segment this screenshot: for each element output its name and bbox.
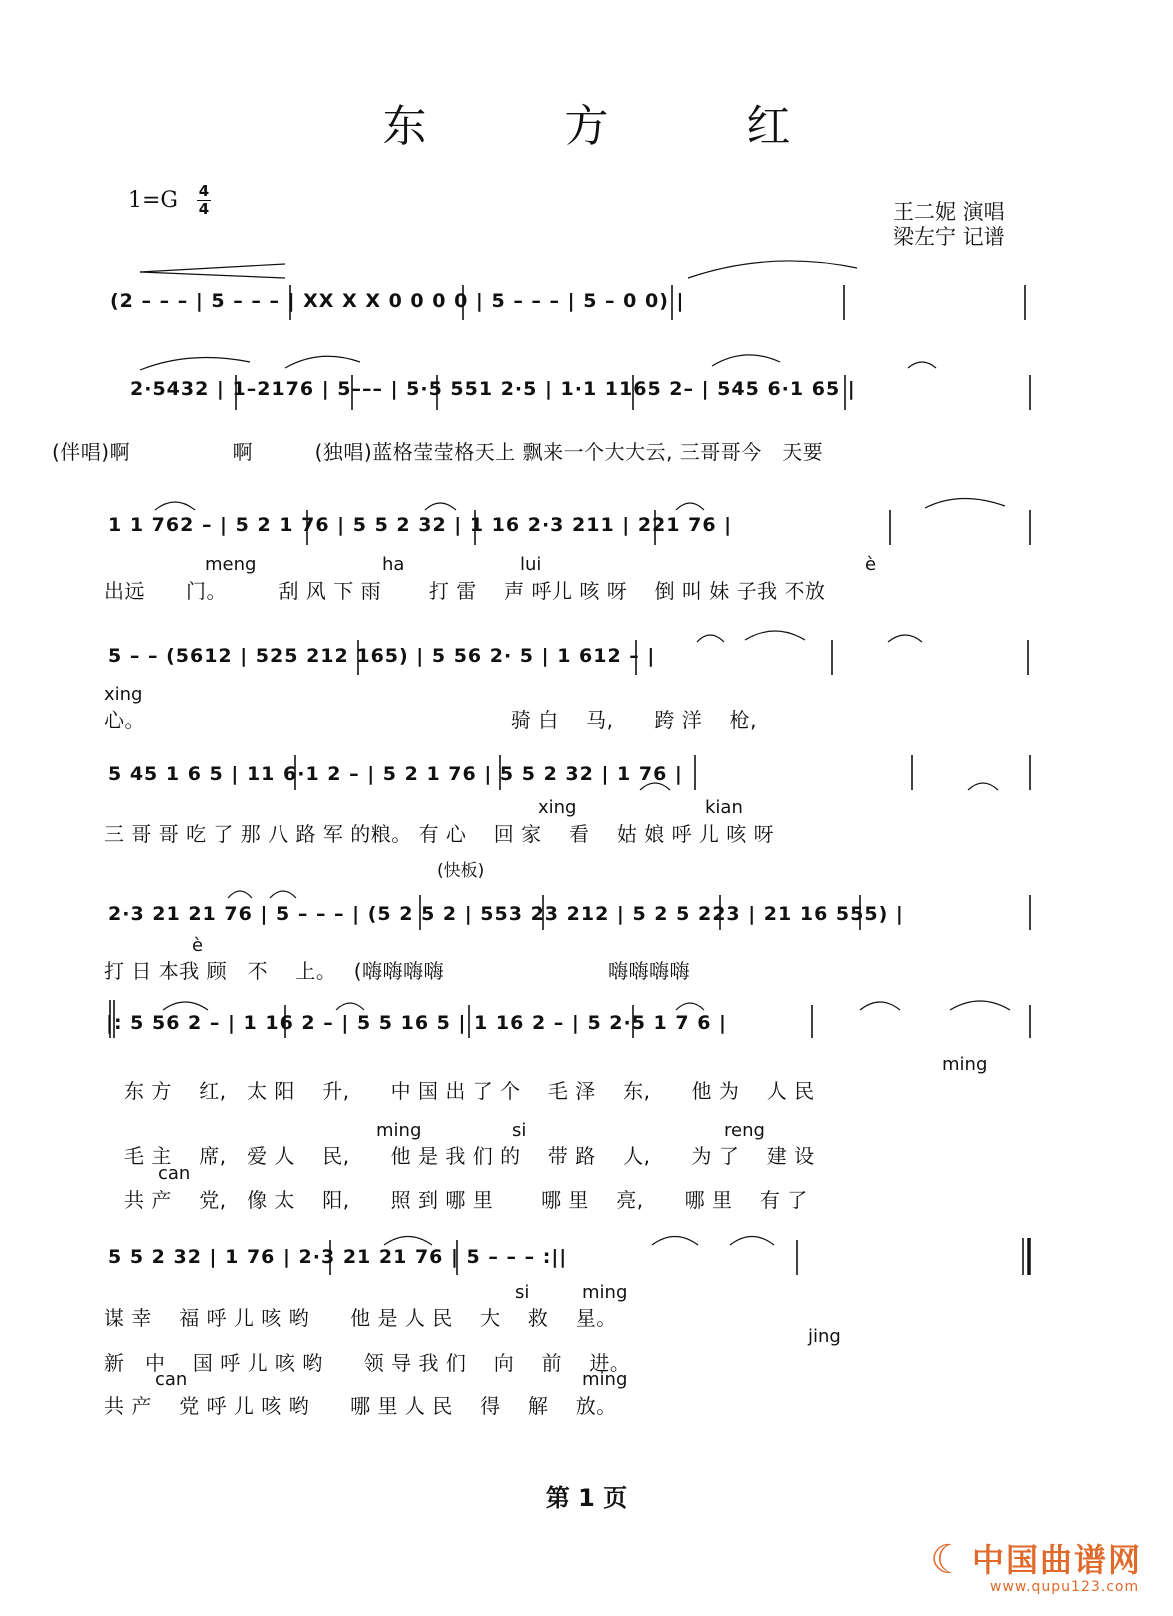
staff-6-lyric: 打 日 本我 顾 不 上。 (嗨嗨嗨嗨 嗨嗨嗨嗨 [104, 959, 691, 983]
staff-8-pinyin-1: si [515, 1282, 530, 1303]
staff-7-pinyin-2: ming [376, 1120, 422, 1141]
tempo-marking: (快板) [437, 861, 485, 881]
qupu-logo-icon: ☾ [930, 1537, 966, 1583]
staff-5-lyric: 三 哥 哥 吃 了 那 八 路 军 的粮。 有 心 回 家 看 姑 娘 呼 儿 咳 呀 [104, 822, 775, 846]
staff-7-lyric-verse-2: 毛 主 席, 爱 人 民, 他 是 我 们 的 带 路 人, 为 了 建 设 [124, 1144, 815, 1168]
staff-7-lyric-verse-1: 东 方 红, 太 阳 升, 中 国 出 了 个 毛 泽 东, 他 为 人 民 [124, 1079, 815, 1103]
key-signature: 1=G [128, 188, 179, 213]
staff-4-notes: 5 – – (5612 | 525 212 165) | 5 56 2· 5 | 1 612 – | [108, 645, 656, 667]
time-signature-top: 4 [198, 182, 210, 200]
staff-4-lyric: 心。 骑 白 马, 跨 洋 枪, [104, 708, 758, 732]
staff-8-pinyin-3: jing [808, 1326, 841, 1347]
staff-3-pinyin-1: meng [205, 554, 257, 575]
staff-3-lyric: 出远 门。 刮 风 下 雨 打 雷 声 呼儿 咳 呀 倒 叫 妹 子我 不放 [104, 579, 826, 603]
staff-3-pinyin-4: è [865, 554, 877, 575]
staff-3-pinyin-3: lui [520, 554, 542, 575]
staff-5-pinyin-2: kian [705, 797, 743, 818]
staff-7-pinyin-4: reng [724, 1120, 765, 1141]
staff-8-lyric-verse-2: 新 中 国 呼 儿 咳 哟 领 导 我 们 向 前 进。 [104, 1351, 631, 1375]
staff-8-lyric-verse-3: 共 产 党 呼 儿 咳 哟 哪 里 人 民 得 解 放。 [104, 1394, 617, 1418]
staff-8-pinyin-5: ming [582, 1369, 628, 1390]
staff-4-pinyin-1: xing [104, 684, 143, 705]
staff-8-lyric-verse-1: 谋 幸 福 呼 儿 咳 哟 他 是 人 民 大 救 星。 [104, 1306, 617, 1330]
staff-7-lyric-verse-3: 共 产 党, 像 太 阳, 照 到 哪 里 哪 里 亮, 哪 里 有 了 [124, 1188, 808, 1212]
staff-7-notes: |: 5 56 2 – | 1 16 2 – | 5 5 16 5 | 1 16 2 – | 5 2·5 1 7 6 | [106, 1012, 728, 1034]
site-url: www.qupu123.com [990, 1579, 1140, 1595]
page-title: 东 方 红 [382, 101, 853, 152]
page-number: 第 1 页 [545, 1484, 628, 1512]
staff-7-pinyin-5: can [158, 1163, 191, 1184]
staff-1-notes: (2 – – – | 5 – – – | XX X X 0 0 0 0 | 5 – – – | 5 – 0 0) | [110, 290, 685, 312]
staff-3-notes: 1 1 762 – | 5 2 1 76 | 5 5 2 32 | 1 16 2·3 211 | 221 76 | [108, 514, 733, 536]
staff-8-notes: 5 5 2 32 | 1 76 | 2·3 21 21 76 | 5 – – – :|| [108, 1246, 568, 1268]
time-signature-bottom: 4 [198, 200, 210, 218]
staff-5-pinyin-1: xing [538, 797, 577, 818]
staff-2-lyric: (伴唱)啊 啊 (独唱)蓝格莹莹格天上 飘来一个大大云, 三哥哥今 天要 [52, 440, 824, 464]
site-watermark [930, 1535, 1170, 1610]
staff-6-pinyin-1: è [192, 935, 204, 956]
credit-singer: 王二妮 演唱 [893, 200, 1005, 224]
staff-2-notes: 2·5432 | 1–2176 | 5––– | 5·5 551 2·5 | 1·1 1165 2– | 545 6·1 65 | [130, 378, 856, 400]
staff-7-pinyin-3: si [512, 1120, 527, 1141]
staff-6-notes: 2·3 21 21 76 | 5 – – – | (5 2 5 2 | 553 23 212 | 5 2 5 223 | 21 16 555) | [108, 903, 904, 925]
credit-transcriber: 梁左宁 记谱 [893, 225, 1005, 249]
staff-8-pinyin-4: can [155, 1369, 188, 1390]
staff-7-pinyin-1: ming [942, 1054, 988, 1075]
staff-8-pinyin-2: ming [582, 1282, 628, 1303]
staff-3-pinyin-2: ha [382, 554, 405, 575]
staff-5-notes: 5 45 1 6 5 | 11 6·1 2 – | 5 2 1 76 | 5 5 2 32 | 1 76 | [108, 763, 683, 785]
site-name: 中国曲谱网 [972, 1541, 1143, 1579]
